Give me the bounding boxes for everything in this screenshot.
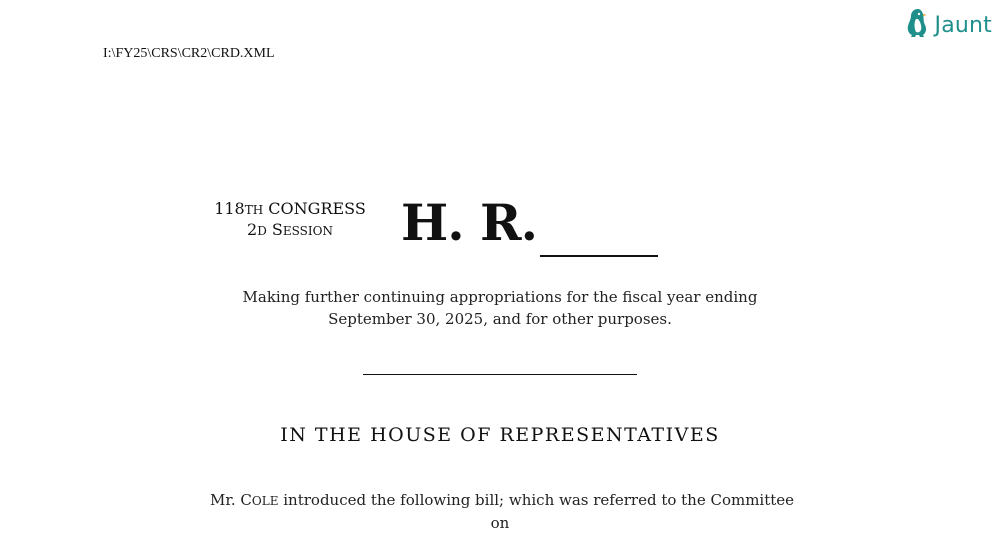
brand-logo-text: Jaunt — [934, 12, 992, 38]
introduction-line-1 — [210, 489, 795, 512]
bill-purpose: Making further continuing appropriations for the fiscal year ending September 30, 2025, and for other purposes. — [242, 288, 758, 328]
congress-number: 118 — [214, 199, 245, 218]
bill-number-blank-line — [540, 255, 658, 257]
session-word-rest: ESSION — [282, 224, 333, 238]
sponsor-initial: C — [240, 491, 252, 509]
congress-word: CONGRESS — [268, 199, 366, 218]
introduction-text: introduced the following bill; which was referred to the Committee — [278, 491, 795, 509]
sponsor-rest: OLE — [251, 494, 279, 508]
session-word-initial: S — [271, 220, 283, 239]
introduction-line-2: on — [490, 514, 510, 532]
congress-session-block — [190, 199, 390, 241]
session-number: 2 — [247, 220, 258, 239]
session-number-suffix: D — [257, 224, 267, 238]
brand-logo — [905, 8, 992, 42]
file-path: I:\FY25\CRS\CR2\CRD.XML — [103, 46, 275, 61]
penguin-icon — [905, 8, 929, 42]
section-divider — [363, 374, 637, 375]
chamber-heading: IN THE HOUSE OF REPRESENTATIVES — [280, 424, 720, 446]
sponsor-prefix: Mr. — [210, 491, 241, 509]
session-label — [190, 220, 390, 241]
introduction-statement — [210, 489, 795, 534]
bill-title: H. R. — [401, 193, 538, 252]
congress-number-suffix: TH — [244, 203, 264, 217]
congress-label — [190, 199, 390, 220]
